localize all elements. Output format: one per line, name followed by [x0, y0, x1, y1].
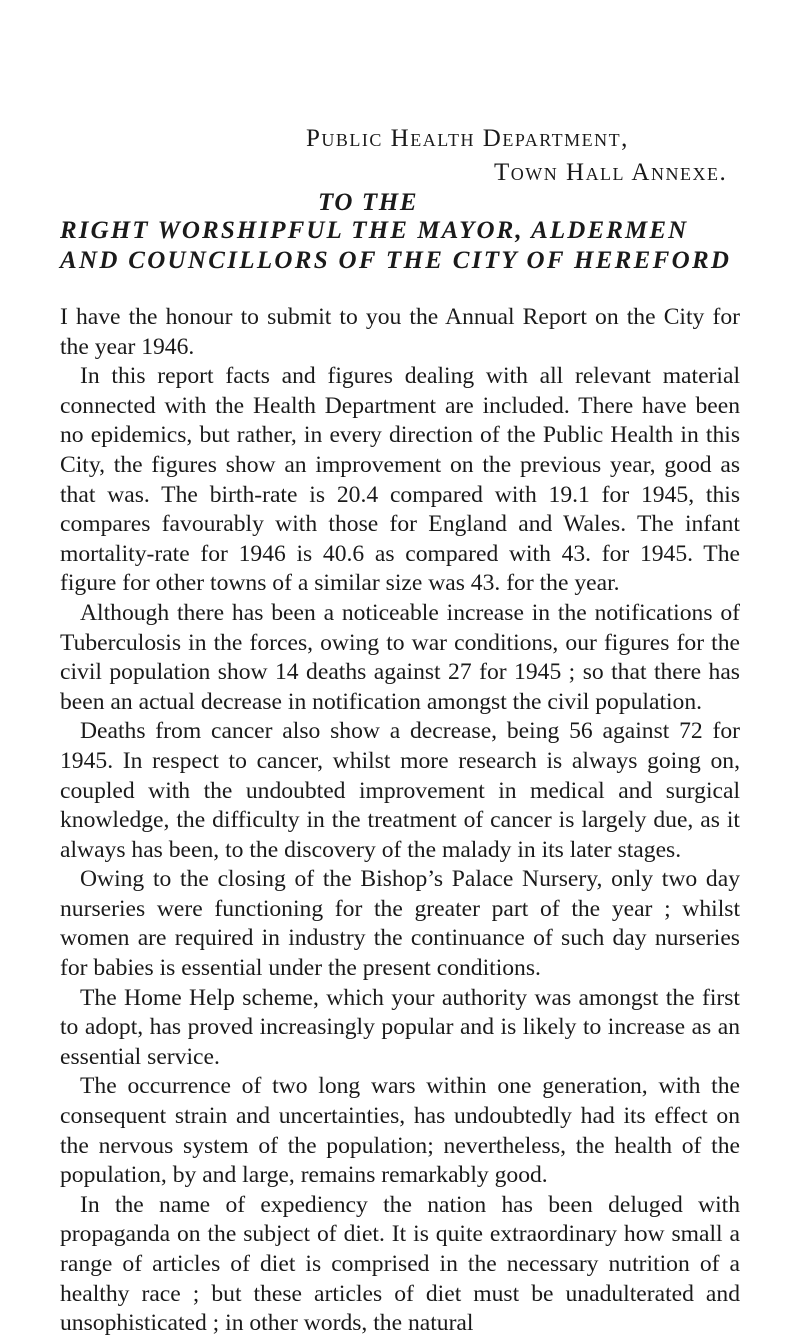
- paragraph-diet: In the name of expediency the nation has been deluged with propaganda on the subject of diet. It is quite extraordinary how small a range of articles of diet is comprised in the necessary nutrition of a healthy race ; but these articles of diet must be unadulterated and unsophisticated ; in other words, the natural: [60, 1191, 740, 1337]
- paragraph-day-nurseries: Owing to the closing of the Bishop’s Palace Nursery, only two day nurseries were functioning for the greater part of the year ; whilst women are required in industry the continuance of such day nurseries for babies is essential under the present conditions.: [60, 866, 740, 982]
- paragraph-introduction: I have the honour to submit to you the Annual Report on the City for the year 1946.: [60, 304, 740, 360]
- salutation-councillors: AND COUNCILLORS OF THE CITY OF HEREFORD: [60, 247, 732, 274]
- paragraph-cancer: Deaths from cancer also show a decrease, being 56 against 72 for 1945. In respect to cancer, whilst more research is always going on, coupled with the undoubted improvement in medical and surgical knowledge, the difficulty in the treatment of cancer is largely due, as it always has been, to the discovery of the malady in its later stages.: [60, 718, 740, 863]
- department-address: Town Hall Annexe.: [494, 159, 728, 186]
- salutation-to-the: TO THE: [318, 189, 419, 216]
- department-name: Public Health Department,: [306, 125, 629, 152]
- paragraph-tuberculosis: Although there has been a noticeable increase in the notifications of Tuberculosis in the forces, owing to war conditions, our figures for the civil population show 14 deaths against 27 for 1945 ; so that there has been an actual decrease in notification amongst the civil population.: [60, 599, 740, 715]
- paragraph-vital-statistics: In this report facts and figures dealing with all relevant material connected with the Health Department are included. There have been no epidemics, but rather, in every direction of the Public Health in this City, the figures show an improvement on the previous year, good as that was. The birth-rate is 20.4 compared with 19.1 for 1945, this compares favourably with those for England and Wales. The infant mortality-rate for 1946 is 40.6 as compared with 43. for 1945. The figure for other towns of a similar size was 43. for the year.: [60, 363, 740, 597]
- salutation-mayor-aldermen: RIGHT WORSHIPFUL THE MAYOR, ALDERMEN: [60, 217, 689, 244]
- paragraph-home-help: The Home Help scheme, which your authority was amongst the first to adopt, has proved increasingly popular and is likely to increase as an essential service.: [60, 984, 740, 1070]
- paragraph-nervous-system: The occurrence of two long wars within one generation, with the consequent strain and uncertainties, has undoubtedly had its effect on the nervous system of the population; nevertheless, the health of the population, by and large, remains remarkably good.: [60, 1073, 740, 1189]
- report-body: [60, 303, 740, 1339]
